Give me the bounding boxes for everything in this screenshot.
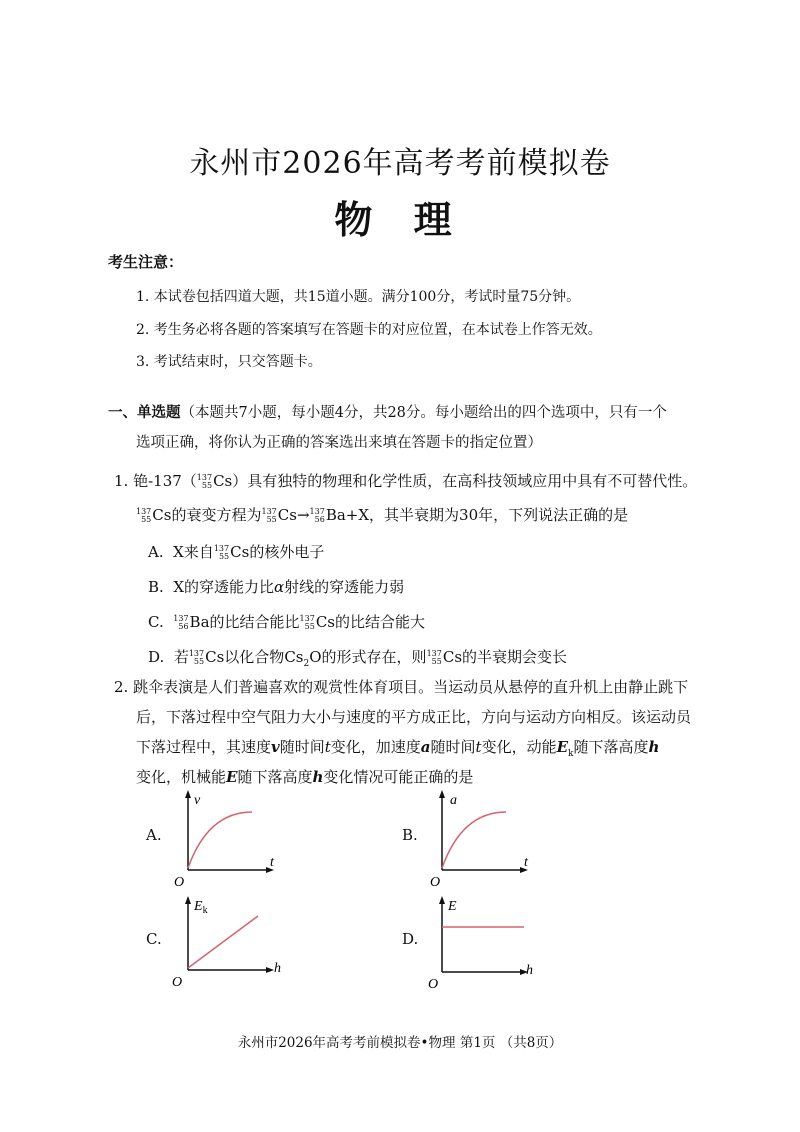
notice-heading: 考生注意： [108, 253, 184, 271]
section-desc-1: （本题共7小题，每小题4分，共28分。每小题给出的四个选项中，只有一个 [180, 405, 667, 421]
option-text: 的半衰期会变长 [462, 648, 568, 666]
section-heading [108, 401, 667, 422]
origin-label: O [172, 975, 183, 990]
q1-line-2 [136, 504, 628, 525]
graph-b-label: B. [402, 826, 418, 844]
nuclide-notation: 137 55 [188, 649, 205, 666]
section-label: 一、单选题 [108, 404, 181, 421]
arrow: → [296, 506, 310, 524]
option-text: 若 [173, 648, 189, 666]
nuclide-notation: 137 55 [426, 649, 442, 666]
section-desc-2: 选项正确，将你认为正确的答案选出来填在答题卡的指定位置） [136, 435, 542, 451]
nuclide-symbol: Cs [315, 613, 335, 631]
q1-option-c [148, 611, 425, 632]
subject-title: 物 理 [334, 197, 466, 242]
nuclide-notation: 137 56 [173, 614, 189, 631]
var-ek: E [556, 738, 569, 756]
q2-line-4: 变化，机械能E随下落高度h变化情况可能正确的是 [136, 768, 474, 786]
q1-text: ，其半衰期为30年，下列说法正确的是 [369, 506, 629, 524]
x-axis-label: h [526, 963, 533, 978]
y-axis-label: v [194, 793, 201, 808]
var-e: E [226, 768, 238, 786]
nuclide-notation: 137 55 [213, 544, 230, 561]
graph-c [170, 892, 300, 992]
exam-title: 永州市2026年高考考前模拟卷 [189, 146, 611, 181]
q2-line-2: 后，下落过程中空气阻力大小与速度的平方成正比，方向与运动方向相反。该运动员 [136, 708, 692, 726]
nuclide-symbol: Ba [189, 613, 210, 631]
option-text: 的形式存在，则 [321, 648, 427, 666]
q1-option-a [148, 541, 324, 562]
q2-line-1 [114, 676, 688, 697]
nuclide-notation: 137 55 [299, 614, 315, 631]
option-label: D. [148, 648, 165, 666]
option-text: 的核外电子 [249, 543, 325, 561]
y-axis-label: $E_k$ [194, 899, 208, 916]
graph-b [426, 788, 546, 888]
y-arrow-icon [185, 896, 191, 904]
compound: O [309, 648, 322, 666]
curve-ek-h [188, 916, 258, 968]
nuclide-symbol: Cs [213, 472, 233, 490]
graph-a-label: A. [146, 826, 162, 844]
y-arrow-icon [439, 896, 445, 904]
x-axis-label: h [274, 961, 281, 976]
var-v: v [271, 738, 280, 756]
nuclide-notation: 137 55 [196, 473, 213, 490]
nuclide-notation: 137 56 [309, 507, 325, 524]
curve-a-t [442, 812, 506, 868]
nuclide-symbol: Cs [277, 506, 297, 524]
y-axis-label: a [450, 793, 457, 808]
q1-text: ）具有独特的物理和化学性质，在高科技领域应用中具有不可替代性。 [232, 472, 698, 490]
var-h: h [648, 738, 660, 756]
q1-text: 铯-137（ [133, 472, 197, 490]
option-text: X的穿透能力比 [173, 578, 275, 596]
var-a: a [420, 738, 431, 756]
notice-item-3: 3. 考试结束时，只交答题卡。 [136, 354, 322, 370]
var-h: h [312, 768, 324, 786]
option-label: B. [148, 578, 164, 596]
notice-item-2: 2. 考生务必将各题的答案填写在答题卡的对应位置，在本试卷上作答无效。 [136, 322, 602, 338]
option-label: C. [148, 613, 164, 631]
y-arrow-icon [185, 790, 191, 798]
option-text: 以化合物 [224, 648, 285, 666]
q2-line-3: 下落过程中，其速度v随时间t变化，加速度a随时间t变化，动能$E_k$随下落高度h [136, 738, 660, 759]
y-axis-label: E [448, 899, 457, 914]
option-text: 的比结合能比 [209, 613, 300, 631]
nuclide-symbol: Cs [442, 648, 463, 666]
q1-number: 1. [114, 472, 129, 490]
nuclide-symbol: Cs [152, 506, 172, 524]
x-axis-label: t [270, 855, 274, 870]
page-footer: 永州市2026年高考考前模拟卷•物理 第1页 （共8页） [237, 1035, 563, 1051]
q1-option-d [148, 646, 567, 669]
q2-text: 跳伞表演是人们普遍喜欢的观赏性体育项目。当运动员从悬停的直升机上由静止跳下 [133, 678, 689, 696]
origin-label: O [428, 977, 439, 992]
y-arrow-icon [439, 790, 445, 798]
q1-text: +X [345, 506, 370, 524]
origin-label: O [174, 875, 185, 888]
nuclide-symbol: Cs [205, 648, 225, 666]
q1-line-1 [114, 470, 697, 491]
graph-d [426, 892, 556, 992]
option-text: 的比结合能大 [335, 613, 426, 631]
compound-subscript: 2 [303, 659, 310, 669]
x-arrow-icon [266, 967, 274, 973]
origin-label: O [430, 875, 441, 888]
nuclide-notation: 137 55 [136, 507, 152, 524]
var-t: t [324, 738, 331, 756]
q1-option-b [148, 576, 404, 597]
option-text: 射线的穿透能力弱 [284, 578, 405, 596]
graph-a [170, 788, 290, 888]
option-label: A. [148, 543, 164, 561]
x-axis-label: t [524, 855, 528, 870]
q2-number: 2. [114, 678, 129, 696]
compound: Cs [284, 648, 304, 666]
nuclide-symbol: Cs [230, 543, 250, 561]
alpha-symbol: α [274, 578, 285, 596]
var-t: t [475, 738, 482, 756]
nuclide-notation: 137 55 [261, 507, 277, 524]
graph-d-label: D. [402, 930, 419, 948]
nuclide-symbol: Ba [325, 506, 346, 524]
option-text: X来自 [173, 543, 214, 561]
curve-v-t [188, 812, 252, 868]
graph-c-label: C. [146, 930, 162, 948]
q1-text: 的衰变方程为 [171, 506, 262, 524]
notice-item-1: 1. 本试卷包括四道大题，共15道小题。满分100分，考试时量75分钟。 [136, 289, 581, 305]
